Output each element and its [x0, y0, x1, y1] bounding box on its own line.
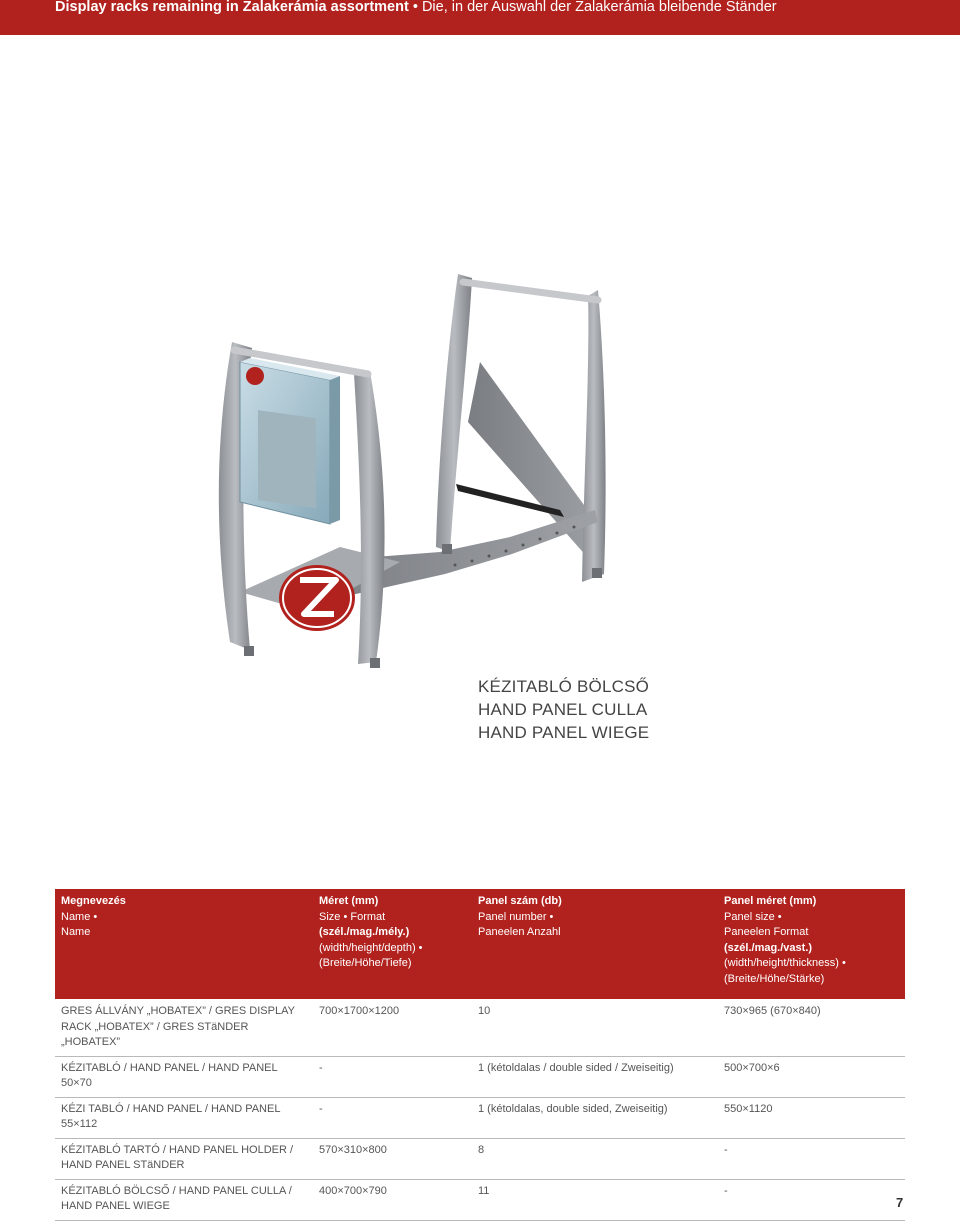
- header-bar: [0, 0, 960, 35]
- cell-name: KÉZITABLÓ / HAND PANEL / HAND PANEL 50×70: [55, 1056, 313, 1097]
- header-panels: [472, 889, 718, 999]
- header-panel-size-hu: Panel méret (mm): [724, 895, 817, 907]
- caption-line-en: HAND PANEL CULLA: [478, 700, 648, 719]
- hanging-sample-panel: [240, 358, 340, 524]
- header-size-en-dims: (width/height/depth) •: [319, 941, 423, 954]
- table-row: [55, 1138, 905, 1179]
- logo-disc: [279, 565, 355, 631]
- cell-name: KÉZITABLÓ BÖLCSŐ / HAND PANEL CULLA / HAND PANEL WIEGE: [55, 1179, 313, 1220]
- cell-panels: 8: [472, 1138, 718, 1179]
- header-bullet: •: [412, 0, 418, 15]
- cell-size: -: [313, 1056, 472, 1097]
- cell-size: 570×310×800: [313, 1138, 472, 1179]
- header-name-hu: Megnevezés: [61, 895, 126, 907]
- cell-name: KÉZI TABLÓ / HAND PANEL / HAND PANEL 55×112: [55, 1097, 313, 1138]
- cell-panel-size: -: [718, 1138, 905, 1179]
- rack-drawing: [200, 262, 630, 672]
- header-name-de: Name: [61, 926, 91, 938]
- caption-line-hu: KÉZITABLÓ BÖLCSŐ: [478, 677, 650, 696]
- cell-panels: 1 (kétoldalas, double sided, Zweiseitig): [472, 1097, 718, 1138]
- table-row: [55, 1097, 905, 1138]
- table-row: [55, 1056, 905, 1097]
- header-name: [55, 889, 313, 999]
- cell-panel-size: -: [718, 1179, 905, 1220]
- header-size-de: Format: [350, 910, 386, 923]
- cell-panels: 10: [478, 1005, 491, 1017]
- cell-size: 400×700×790: [313, 1179, 472, 1220]
- cell-name: KÉZITABLÓ TARTÓ / HAND PANEL HOLDER / HAND PANEL STäNDER: [55, 1138, 313, 1179]
- product-illustration: [200, 262, 630, 672]
- cell-size: 700×1700×1200: [319, 1005, 400, 1017]
- header-title-regular: Die, in der Auswahl der Zalakerámia bleibende Ständer: [421, 0, 777, 15]
- cell-panels: 1 (kétoldalas / double sided / Zweiseitig): [472, 1056, 718, 1097]
- cell-panel-size: 730×965 (670×840): [724, 1005, 821, 1017]
- header-title: [55, 0, 777, 15]
- header-size: [313, 889, 472, 999]
- cell-panel-size: 550×1120: [718, 1097, 905, 1138]
- specs-table: [55, 889, 905, 1221]
- header-title-bold: Display racks remaining in Zalakerámia assortment: [55, 0, 409, 15]
- header-panel-size: [718, 889, 905, 999]
- cell-name: GRES ÁLLVÁNY „HOBATEX” / GRES DISPLAY RACK „HOBATEX” / GRES STäNDER „HOBATEX”: [61, 1005, 295, 1048]
- back-left-side-panel: [436, 274, 472, 552]
- header-panel-size-hu-dims: (szél./mag./vast.): [724, 941, 813, 954]
- header-name-en: Name •: [61, 910, 98, 923]
- header-size-en: Size •: [319, 910, 348, 923]
- header-panel-size-en-dims: (width/height/thickness) •: [724, 957, 846, 969]
- table-row: [55, 1179, 905, 1220]
- header-panels-en: Panel number •: [478, 910, 554, 923]
- table-header-row: [55, 889, 905, 999]
- product-caption: [478, 675, 649, 744]
- header-panels-hu: Panel szám (db): [478, 895, 562, 907]
- header-panel-size-en: Panel size •: [724, 910, 782, 923]
- header-panel-size-de: Paneelen Format: [724, 926, 809, 938]
- back-right-side-panel: [582, 290, 606, 582]
- cell-panels: 11: [472, 1179, 718, 1220]
- header-size-hu-dims: (szél./mag./mély.): [319, 926, 410, 938]
- front-right-side-panel: [354, 372, 385, 664]
- cell-panel-size: 500×700×6: [718, 1056, 905, 1097]
- header-panel-size-de-dims: (Breite/Höhe/Stärke): [724, 972, 825, 985]
- header-size-hu: Méret (mm): [319, 895, 379, 907]
- header-panels-de: Paneelen Anzahl: [478, 926, 561, 938]
- cell-size: -: [313, 1097, 472, 1138]
- table-row: [55, 999, 905, 1056]
- caption-line-de: HAND PANEL WIEGE: [478, 723, 650, 742]
- header-size-de-dims: (Breite/Höhe/Tiefe): [319, 957, 412, 969]
- page-number: 7: [896, 1195, 904, 1210]
- top-back-bar: [463, 282, 598, 300]
